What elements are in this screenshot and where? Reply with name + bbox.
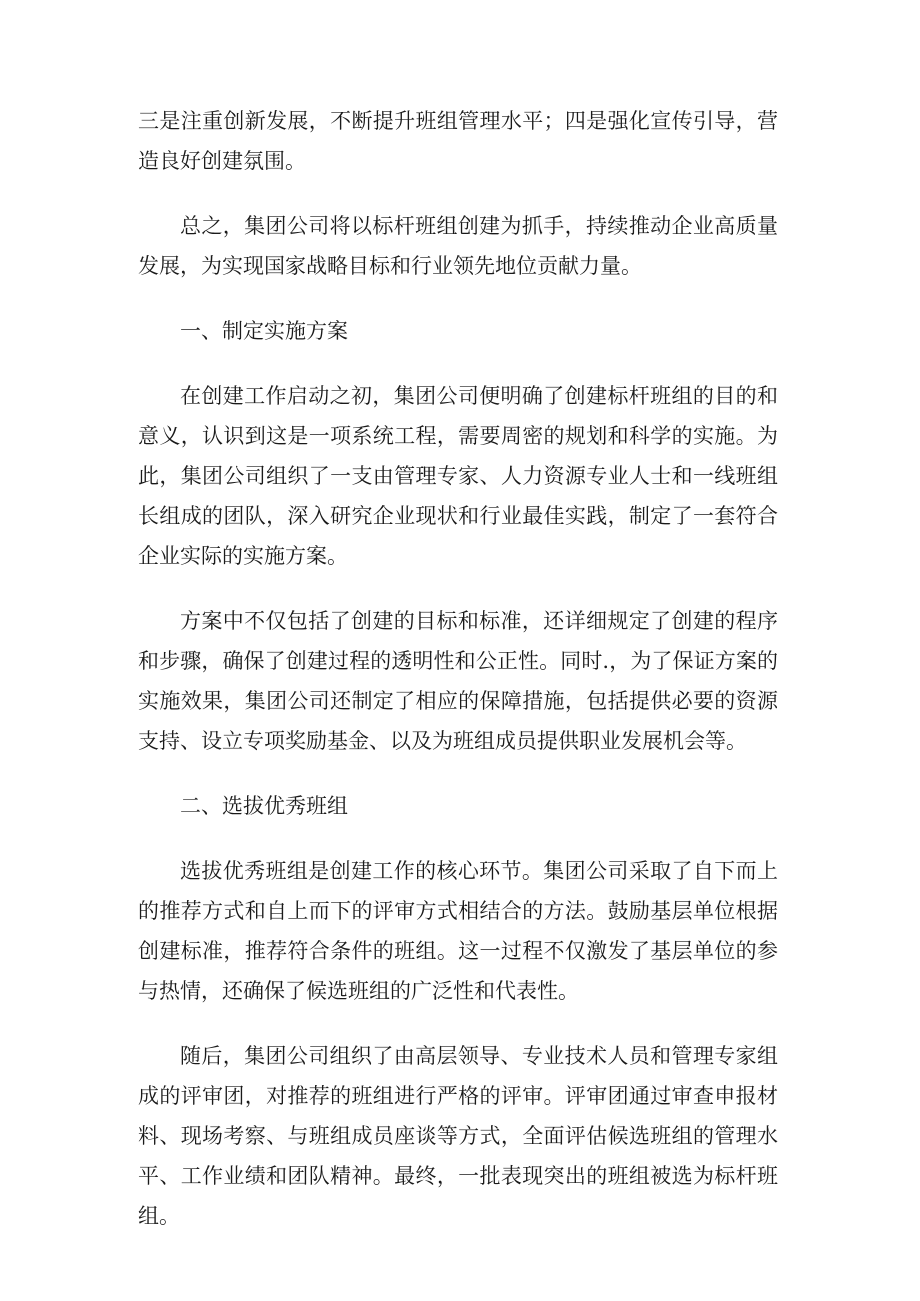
paragraph-plan-intro: 在创建工作启动之初，集团公司便明确了创建标杆班组的目的和意义，认识到这是一项系统工程，需要周密的规划和科学的实施。为此，集团公司组织了一支由管理专家、人力资源专业人士和一线班组长组成的团队，深入研究企业现状和行业最佳实践，制定了一套符合企业实际的实施方案。 bbox=[138, 384, 778, 568]
paragraph-continuation: 三是注重创新发展，不断提升班组管理水平；四是强化宣传引导，营造良好创建氛围。 bbox=[138, 109, 778, 173]
document-body bbox=[138, 101, 778, 1261]
paragraph-plan-details: 方案中不仅包括了创建的目标和标准，还详细规定了创建的程序和步骤，确保了创建过程的透明性和公正性。同时.，为了保证方案的实施效果，集团公司还制定了相应的保障措施，包括提供必要的资源支持、设立专项奖励基金、以及为班组成员提供职业发展机会等。 bbox=[138, 609, 778, 753]
section-heading-plan: 一、制定实施方案 bbox=[180, 319, 348, 343]
paragraph-summary: 总之，集团公司将以标杆班组创建为抓手，持续推动企业高质量发展，为实现国家战略目标和行业领先地位贡献力量。 bbox=[138, 214, 778, 278]
section-heading-selection: 二、选拔优秀班组 bbox=[180, 794, 348, 818]
paragraph-selection-review: 随后，集团公司组织了由高层领导、专业技术人员和管理专家组成的评审团，对推荐的班组进行严格的评审。评审团通过审查申报材料、现场考察、与班组成员座谈等方式，全面评估候选班组的管理水平、工作业绩和团队精神。最终，一批表现突出的班组被选为标杆班组。 bbox=[138, 1044, 778, 1228]
paragraph-selection-method: 选拔优秀班组是创建工作的核心环节。集团公司采取了自下而上的推荐方式和自上而下的评审方式相结合的方法。鼓励基层单位根据创建标准，推荐符合条件的班组。这一过程不仅激发了基层单位的参与热情，还确保了候选班组的广泛性和代表性。 bbox=[138, 859, 778, 1003]
